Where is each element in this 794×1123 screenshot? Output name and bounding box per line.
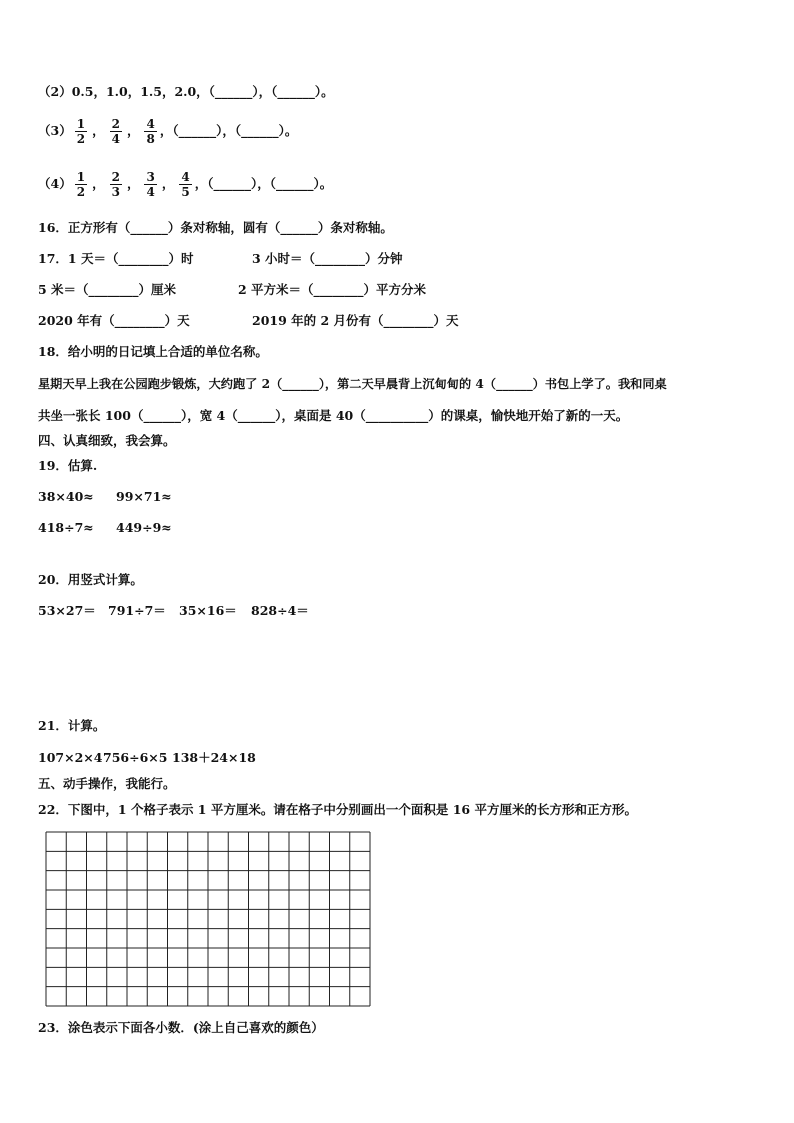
q15-line-2: （2）0.5，1.0，1.5，2.0，（______），（______）。: [38, 84, 334, 99]
section-5-heading: 五、动手操作，我能行。: [38, 776, 176, 791]
q19-item: 99×71≈: [116, 489, 172, 504]
q18-line-2: 共坐一张长 100（______），宽 4（______），桌面是 40（__________）的课桌，愉快地开始了新的一天。: [38, 408, 629, 423]
q20-title: 20．用竖式计算。: [38, 572, 143, 587]
q17-row1-b: 3 小时＝（________）分钟: [252, 251, 403, 266]
fraction: $\frac{4}{8}$: [146, 117, 155, 146]
q17-row3-b: 2019 年的 2 月份有（________）天: [252, 313, 459, 328]
q17-row1-a: 17．1 天＝（________）时: [38, 251, 194, 266]
q21-item: 107×2×4: [38, 750, 103, 765]
q17-row3-a: 2020 年有（________）天: [38, 313, 190, 328]
q15-line-3: （3） $\frac{1}{2}$ ， $\frac{2}{4}$ ， $\frac{4}{8}$ ，（______），（______）。: [38, 117, 298, 146]
q21-item: 756÷6×5: [103, 750, 168, 765]
q19-item: 418÷7≈: [38, 520, 94, 535]
q15-line-3-suffix: ，（______），（______）。: [159, 123, 298, 138]
fraction: $\frac{4}{5}$: [181, 170, 190, 199]
q20-item: 791÷7＝: [108, 603, 166, 618]
q20-item: 35×16＝: [179, 603, 237, 618]
q19-item: 38×40≈: [38, 489, 94, 504]
square-grid[interactable]: [45, 831, 371, 1007]
fraction: $\frac{1}{2}$: [76, 170, 86, 199]
q15-line-4-prefix: （4）: [38, 176, 72, 191]
q18-line-1: 星期天早上我在公园跑步锻炼，大约跑了 2（______），第二天早晨背上沉甸甸的 4（______）书包上学了。我和同桌: [38, 377, 667, 391]
q15-line-3-prefix: （3）: [38, 123, 72, 138]
q22-title: 22．下图中，1 个格子表示 1 平方厘米。请在格子中分别画出一个面积是 16 平方厘米的长方形和正方形。: [38, 802, 637, 817]
q20-item: 828÷4＝: [251, 603, 309, 618]
q23-title: 23．涂色表示下面各小数．(涂上自己喜欢的颜色）: [38, 1020, 324, 1035]
q15-line-4: （4） $\frac{1}{2}$ ， $\frac{2}{3}$ ， $\frac{3}{4}$ ， $\frac{4}{5}$ ，（______），（______）。: [38, 170, 333, 199]
section-4-heading: 四、认真细致，我会算。: [38, 433, 176, 448]
q20-item: 53×27＝: [38, 603, 96, 618]
fraction: $\frac{2}{3}$: [111, 170, 120, 199]
q15-line-4-suffix: ，（______），（______）。: [194, 176, 333, 191]
fraction: $\frac{3}{4}$: [146, 170, 155, 199]
q19-title: 19．估算.: [38, 458, 98, 473]
fraction: $\frac{1}{2}$: [76, 117, 86, 146]
q17-row2-a: 5 米＝（________）厘米: [38, 282, 177, 297]
q21-title: 21．计算。: [38, 718, 106, 733]
q17-row2-b: 2 平方米＝（________）平方分米: [238, 282, 427, 297]
q18-title: 18．给小明的日记填上合适的单位名称。: [38, 344, 268, 359]
q21-item: 138＋24×18: [172, 750, 256, 765]
q19-item: 449÷9≈: [116, 520, 172, 535]
fraction: $\frac{2}{4}$: [111, 117, 120, 146]
q16-text: 16．正方形有（______）条对称轴，圆有（______）条对称轴。: [38, 220, 393, 235]
